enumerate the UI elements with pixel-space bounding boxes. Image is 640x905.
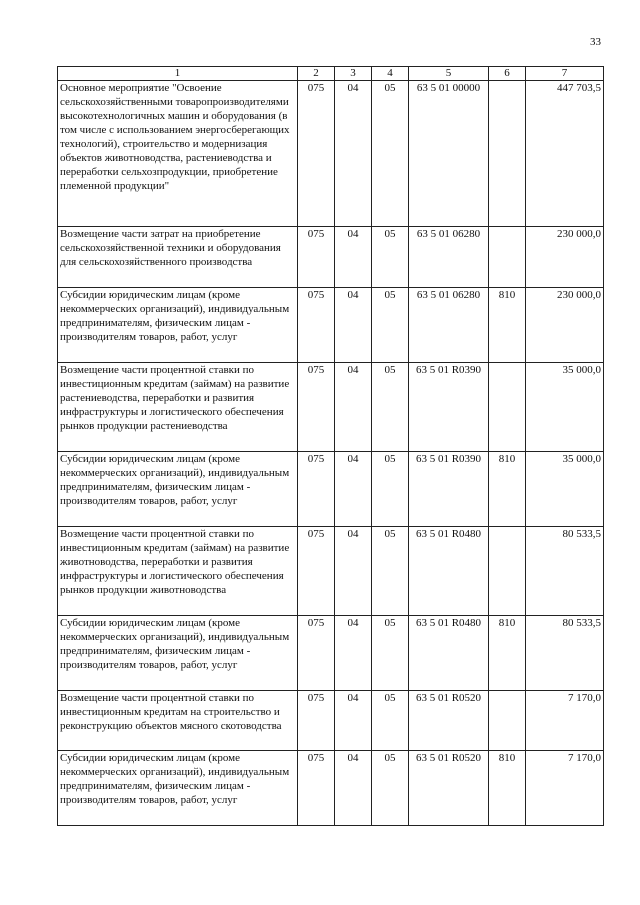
row-amount: 447 703,5 [526, 81, 604, 227]
row-col-5: 63 5 01 R0520 [409, 751, 489, 826]
row-col-4: 05 [372, 288, 409, 363]
row-amount: 230 000,0 [526, 227, 604, 288]
row-name: Субсидии юридическим лицам (кроме некоммерческих организаций), индивидуальным предпринимателям, физическим лицам - производителям товаров, работ, услуг [58, 751, 298, 826]
row-col-2: 075 [298, 81, 335, 227]
row-col-5: 63 5 01 R0480 [409, 616, 489, 691]
header-cell: 7 [526, 67, 604, 81]
table-row [58, 363, 604, 452]
row-col-5: 63 5 01 06280 [409, 288, 489, 363]
row-amount: 7 170,0 [526, 691, 604, 751]
row-col-3: 04 [335, 751, 372, 826]
row-col-2: 075 [298, 691, 335, 751]
table-row [58, 527, 604, 616]
table-row [58, 227, 604, 288]
row-col-4: 05 [372, 751, 409, 826]
table-row [58, 751, 604, 826]
row-col-5: 63 5 01 R0520 [409, 691, 489, 751]
table-row [58, 288, 604, 363]
row-col-3: 04 [335, 452, 372, 527]
header-cell: 4 [372, 67, 409, 81]
row-name: Субсидии юридическим лицам (кроме некоммерческих организаций), индивидуальным предпринимателям, физическим лицам - производителям товаров, работ, услуг [58, 616, 298, 691]
row-col-2: 075 [298, 527, 335, 616]
row-col-3: 04 [335, 227, 372, 288]
row-amount: 230 000,0 [526, 288, 604, 363]
row-col-3: 04 [335, 288, 372, 363]
row-name: Возмещение части процентной ставки по инвестиционным кредитам на строительство и реконструкцию объектов мясного скотоводства [58, 691, 298, 751]
row-col-6 [489, 691, 526, 751]
row-col-4: 05 [372, 691, 409, 751]
row-col-5: 63 5 01 00000 [409, 81, 489, 227]
row-col-2: 075 [298, 227, 335, 288]
row-col-5: 63 5 01 R0480 [409, 527, 489, 616]
row-col-2: 075 [298, 452, 335, 527]
row-col-6 [489, 81, 526, 227]
row-col-3: 04 [335, 81, 372, 227]
table-header-row [58, 67, 604, 81]
row-col-2: 075 [298, 363, 335, 452]
row-amount: 80 533,5 [526, 616, 604, 691]
header-cell: 5 [409, 67, 489, 81]
row-name: Субсидии юридическим лицам (кроме некоммерческих организаций), индивидуальным предпринимателям, физическим лицам - производителям товаров, работ, услуг [58, 288, 298, 363]
row-col-3: 04 [335, 527, 372, 616]
row-name: Основное мероприятие "Освоение сельскохозяйственными товаропроизводителями высокотехнологичных машин и оборудования (в том числе с использованием энергосберегающих технологий), строительство и модернизация объектов животноводства, растениеводства и переработки сельхозпродукции, приобретение племенной продукции" [58, 81, 298, 227]
row-col-4: 05 [372, 81, 409, 227]
row-amount: 7 170,0 [526, 751, 604, 826]
row-col-3: 04 [335, 616, 372, 691]
row-col-4: 05 [372, 227, 409, 288]
row-col-3: 04 [335, 691, 372, 751]
table-row [58, 691, 604, 751]
row-col-4: 05 [372, 616, 409, 691]
row-amount: 35 000,0 [526, 452, 604, 527]
table-row [58, 81, 604, 227]
row-col-5: 63 5 01 06280 [409, 227, 489, 288]
row-col-4: 05 [372, 527, 409, 616]
row-name: Возмещение части процентной ставки по инвестиционным кредитам (займам) на развитие животноводства, переработки и развития инфраструктуры и логистического обеспечения рынков продукции животноводства [58, 527, 298, 616]
row-col-6: 810 [489, 751, 526, 826]
row-name: Субсидии юридическим лицам (кроме некоммерческих организаций), индивидуальным предпринимателям, физическим лицам - производителям товаров, работ, услуг [58, 452, 298, 527]
row-col-3: 04 [335, 363, 372, 452]
row-col-6 [489, 363, 526, 452]
row-col-4: 05 [372, 363, 409, 452]
row-col-6: 810 [489, 452, 526, 527]
header-cell: 3 [335, 67, 372, 81]
row-col-6: 810 [489, 288, 526, 363]
row-name: Возмещение части затрат на приобретение сельскохозяйственной техники и оборудования для сельскохозяйственного производства [58, 227, 298, 288]
row-col-5: 63 5 01 R0390 [409, 452, 489, 527]
header-cell: 1 [58, 67, 298, 81]
row-col-6: 810 [489, 616, 526, 691]
table-row [58, 616, 604, 691]
row-col-6 [489, 527, 526, 616]
row-col-4: 05 [372, 452, 409, 527]
row-col-2: 075 [298, 751, 335, 826]
row-col-5: 63 5 01 R0390 [409, 363, 489, 452]
row-col-6 [489, 227, 526, 288]
row-name: Возмещение части процентной ставки по инвестиционным кредитам (займам) на развитие растениеводства, переработки и развития инфраструктуры и логистического обеспечения рынков продукции растениеводства [58, 363, 298, 452]
row-amount: 35 000,0 [526, 363, 604, 452]
row-amount: 80 533,5 [526, 527, 604, 616]
row-col-2: 075 [298, 288, 335, 363]
budget-table [57, 66, 604, 826]
header-cell: 6 [489, 67, 526, 81]
page-number: 33 [590, 36, 601, 48]
table-row [58, 452, 604, 527]
header-cell: 2 [298, 67, 335, 81]
row-col-2: 075 [298, 616, 335, 691]
